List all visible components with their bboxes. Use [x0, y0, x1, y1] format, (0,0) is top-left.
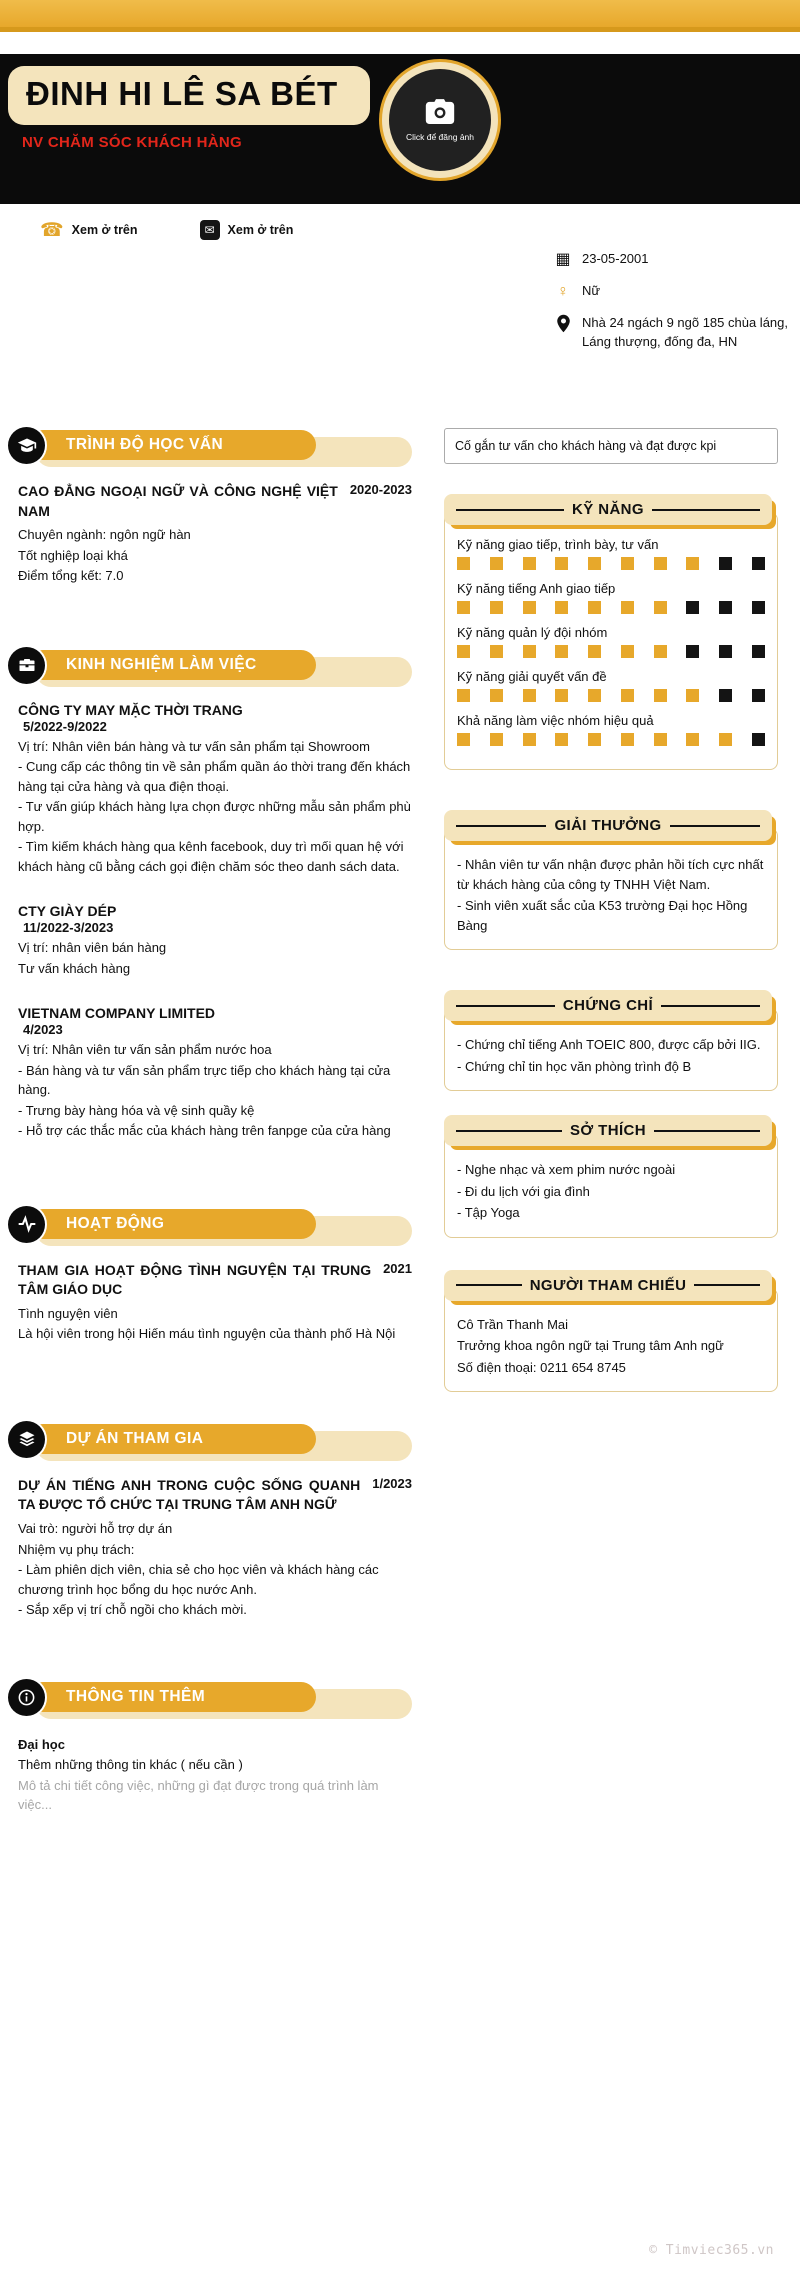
- awards-heading: GIẢI THƯỞNG: [554, 817, 662, 835]
- skill-level-square: [490, 733, 503, 746]
- section-awards: [444, 810, 778, 950]
- skill-level-square: [719, 733, 732, 746]
- skill-level-bar: [457, 733, 765, 746]
- award-item: - Sinh viên xuất sắc của K53 trường Đại học Hồng Bàng: [457, 898, 748, 933]
- education-period: 2020-2023: [349, 482, 412, 497]
- company-name: CÔNG TY MAY MẶC THỜI TRANG: [18, 701, 243, 718]
- skills-box: [444, 512, 778, 770]
- skill-item: Kỹ năng tiếng Anh giao tiếp: [457, 581, 765, 614]
- skill-level-square: [752, 645, 765, 658]
- skill-level-square: [457, 733, 470, 746]
- briefcase-icon: [8, 647, 45, 684]
- job-detail: Tư vấn khách hàng: [18, 960, 131, 976]
- skills-heading: KỸ NĂNG: [572, 501, 644, 519]
- skill-level-square: [686, 645, 699, 658]
- section-activities: [10, 1207, 412, 1344]
- reference-phone: Số điện thoại: 0211 654 8745: [457, 1359, 626, 1375]
- job-detail: - Tư vấn giúp khách hàng lựa chọn được những mẫu sản phẩm phù hợp.: [18, 799, 411, 834]
- references-section-header: [444, 1270, 772, 1301]
- hobbies-section-header: [444, 1115, 772, 1146]
- job-detail: Vị trí: Nhân viên tư vấn sản phẩm nước hoa: [18, 1042, 272, 1058]
- skill-level-square: [621, 733, 634, 746]
- skill-level-square: [555, 601, 568, 614]
- section-projects: [10, 1422, 412, 1620]
- skill-level-square: [654, 557, 667, 570]
- section-experience: [10, 648, 412, 1141]
- hobbies-heading: SỞ THÍCH: [570, 1122, 646, 1140]
- more-info-line: Thêm những thông tin khác ( nếu cần ): [18, 1757, 243, 1773]
- name-box: [8, 66, 370, 125]
- contact-row: [40, 220, 800, 240]
- company-name: VIETNAM COMPANY LIMITED: [18, 1005, 216, 1022]
- dob-row: [553, 250, 791, 269]
- skill-level-square: [588, 557, 601, 570]
- right-column: [444, 428, 778, 1816]
- activity-detail: Là hội viên trong hội Hiến máu tình nguyện của thành phố Hà Nội: [18, 1326, 396, 1342]
- section-references: [444, 1270, 778, 1393]
- references-heading: NGƯỜI THAM CHIẾU: [529, 1276, 687, 1294]
- job-title: NV CHĂM SÓC KHÁCH HÀNG: [22, 133, 242, 151]
- project-period: 1/2023: [372, 1475, 412, 1491]
- more-info-placeholder: Mô tả chi tiết công việc, những gì đạt được trong quá trình làm việc...: [18, 1777, 379, 1813]
- skill-level-bar: [457, 689, 765, 702]
- activity-detail: Tình nguyện viên: [18, 1305, 118, 1321]
- job-detail: Vị trí: nhân viên bán hàng: [18, 940, 167, 956]
- phone-icon: ☎: [40, 219, 64, 241]
- skill-level-square: [490, 557, 503, 570]
- skill-level-square: [752, 689, 765, 702]
- info-icon: [8, 1679, 45, 1716]
- photo-upload-label: Click để đăng ảnh: [405, 132, 475, 142]
- skill-level-square: [654, 645, 667, 658]
- experience-section-header: [10, 648, 412, 688]
- skill-level-square: [490, 689, 503, 702]
- skill-level-square: [719, 557, 732, 570]
- skill-level-square: [654, 733, 667, 746]
- section-certificates: [444, 990, 778, 1091]
- projects-heading: DỰ ÁN THAM GIA: [28, 1424, 316, 1454]
- skill-item: Kỹ năng quản lý đội nhóm: [457, 625, 765, 658]
- phone-value: Xem ở trên: [71, 223, 138, 237]
- skill-level-square: [654, 601, 667, 614]
- skill-level-square: [588, 645, 601, 658]
- personal-info: [553, 250, 791, 352]
- left-column: [10, 428, 412, 1816]
- location-pin-icon: [553, 314, 573, 339]
- address-row: [553, 314, 791, 352]
- gender-value: Nữ: [582, 283, 601, 299]
- skill-level-square: [588, 601, 601, 614]
- skill-level-square: [555, 557, 568, 570]
- email-contact: [200, 220, 294, 240]
- more-info-bold: Đại học: [18, 1736, 65, 1752]
- skill-level-square: [523, 733, 536, 746]
- awards-section-header: [444, 810, 772, 841]
- certificate-item: - Chứng chỉ tin học văn phòng trình độ B: [457, 1058, 692, 1074]
- skill-level-square: [588, 689, 601, 702]
- skill-level-bar: [457, 557, 765, 570]
- references-box: [444, 1288, 778, 1393]
- project-detail: - Làm phiên dịch viên, chia sẻ cho học viên và khách hàng các chương trình học bổng du học nước Anh.: [18, 1562, 379, 1597]
- gender-icon: ♀: [557, 283, 569, 301]
- skill-level-square: [686, 601, 699, 614]
- phone-contact: [40, 221, 138, 240]
- skill-level-square: [719, 689, 732, 702]
- skill-level-square: [621, 557, 634, 570]
- education-detail: Chuyên ngành: ngôn ngữ hàn: [18, 527, 191, 543]
- skill-level-square: [490, 645, 503, 658]
- skill-level-square: [752, 733, 765, 746]
- hobby-item: - Nghe nhạc và xem phim nước ngoài: [457, 1162, 676, 1178]
- hobby-item: - Đi du lịch với gia đình: [457, 1183, 590, 1199]
- skill-level-square: [588, 733, 601, 746]
- job-detail: - Bán hàng và tư vấn sản phẩm trực tiếp cho khách hàng tại cửa hàng.: [18, 1062, 391, 1098]
- main-columns: [0, 428, 800, 1816]
- skill-level-square: [490, 601, 503, 614]
- skill-item: Kỹ năng giải quyết vấn đề: [457, 669, 765, 702]
- job-period: 5/2022-9/2022: [23, 718, 107, 734]
- career-objective: Cố gắn tư vấn cho khách hàng và đạt được kpi: [444, 428, 778, 464]
- more-info-section-header: [10, 1680, 412, 1720]
- skill-level-square: [523, 645, 536, 658]
- watermark: © Timviec365.vn: [649, 2243, 774, 2258]
- project-title: DỰ ÁN TIẾNG ANH TRONG CUỘC SỐNG QUANH TA ĐƯỢC TỔ CHỨC TẠI TRUNG TÂM ANH NGỮ: [18, 1476, 361, 1513]
- photo-upload-button[interactable]: [382, 62, 498, 178]
- section-hobbies: [444, 1115, 778, 1238]
- awards-box: [444, 828, 778, 950]
- graduation-cap-icon: [8, 427, 45, 464]
- section-more-info: [10, 1680, 412, 1815]
- skill-level-square: [719, 601, 732, 614]
- education-detail: Điểm tổng kết: 7.0: [18, 568, 124, 584]
- job-detail: Vị trí: Nhân viên bán hàng và tư vấn sản phẩm tại Showroom: [18, 738, 370, 754]
- camera-icon: [425, 98, 455, 129]
- skill-level-square: [457, 557, 470, 570]
- job-detail: - Tìm kiếm khách hàng qua kênh facebook, duy trì mối quan hệ với khách hàng cũ bằng cách gọi điện chăm sóc theo danh sách data.: [18, 839, 404, 874]
- skill-level-square: [555, 733, 568, 746]
- skill-level-square: [719, 645, 732, 658]
- job-period: 4/2023: [23, 1022, 63, 1038]
- project-detail: - Sắp xếp vị trí chỗ ngồi cho khách mời.: [18, 1602, 247, 1618]
- skill-level-square: [523, 601, 536, 614]
- skill-level-bar: [457, 601, 765, 614]
- experience-heading: KINH NGHIỆM LÀM VIỆC: [28, 650, 316, 680]
- certificates-section-header: [444, 990, 772, 1021]
- job-detail: - Cung cấp các thông tin về sản phẩm quần áo thời trang đến khách hàng tại cửa hàng và qua điện thoại.: [18, 759, 411, 794]
- address-value: Nhà 24 ngách 9 ngõ 185 chùa láng, Láng thượng, đống đa, HN: [582, 315, 789, 350]
- skill-level-square: [686, 557, 699, 570]
- skill-level-square: [457, 689, 470, 702]
- skill-level-square: [555, 645, 568, 658]
- projects-section-header: [10, 1422, 412, 1462]
- education-detail: Tốt nghiệp loại khá: [18, 547, 128, 563]
- skill-level-square: [621, 689, 634, 702]
- hobbies-box: [444, 1133, 778, 1238]
- layers-icon: [8, 1421, 45, 1458]
- skill-level-square: [457, 601, 470, 614]
- header: [0, 54, 800, 204]
- skill-level-bar: [457, 645, 765, 658]
- job-detail: - Trưng bày hàng hóa và vệ sinh quầy kệ: [18, 1102, 255, 1118]
- pulse-icon: [8, 1206, 45, 1243]
- activity-period: 2021: [383, 1260, 412, 1276]
- section-education: [10, 428, 412, 586]
- skill-level-square: [621, 645, 634, 658]
- section-skills: [444, 494, 778, 770]
- job-entry: [18, 1005, 412, 1141]
- certificates-heading: CHỨNG CHỈ: [562, 997, 654, 1015]
- job-entry: [18, 702, 412, 877]
- skill-level-square: [523, 557, 536, 570]
- activities-heading: HOẠT ĐỘNG: [28, 1209, 316, 1239]
- skills-section-header: [444, 494, 772, 525]
- school-name: CAO ĐẲNG NGOẠI NGỮ VÀ CÔNG NGHỆ VIỆT NAM: [18, 483, 338, 519]
- project-detail: Nhiệm vụ phụ trách:: [18, 1541, 135, 1557]
- reference-name: Cô Trần Thanh Mai: [457, 1316, 569, 1332]
- email-icon: ✉: [200, 220, 220, 240]
- skill-level-square: [686, 689, 699, 702]
- skill-level-square: [752, 601, 765, 614]
- skill-item: Khả năng làm việc nhóm hiệu quả: [457, 713, 765, 746]
- skill-level-square: [752, 557, 765, 570]
- reference-role: Trưởng khoa ngôn ngữ tại Trung tâm Anh ngữ: [457, 1338, 724, 1354]
- skill-level-square: [555, 689, 568, 702]
- skill-item: Kỹ năng giao tiếp, trình bày, tư vấn: [457, 537, 765, 570]
- job-detail: - Hỗ trợ các thắc mắc của khách hàng trên fanpge của cửa hàng: [18, 1123, 391, 1139]
- email-value: Xem ở trên: [227, 223, 294, 237]
- skill-level-square: [686, 733, 699, 746]
- skill-level-square: [654, 689, 667, 702]
- activities-section-header: [10, 1207, 412, 1247]
- activity-title: THAM GIA HOẠT ĐỘNG TÌNH NGUYỆN TẠI TRUNG TÂM GIÁO DỤC: [18, 1261, 372, 1298]
- education-heading: TRÌNH ĐỘ HỌC VẤN: [28, 430, 316, 460]
- award-item: - Nhân viên tư vấn nhận được phản hồi tích cực nhất từ khách hàng của công ty TNHH Việt Nam.: [457, 857, 764, 892]
- dob-value: 23-05-2001: [582, 251, 649, 266]
- job-entry: [18, 903, 412, 978]
- candidate-name: ĐINH HI LÊ SA BÉT: [26, 75, 338, 112]
- company-name: CTY GIÀY DÉP: [18, 903, 117, 920]
- education-section-header: [10, 428, 412, 468]
- top-accent-bar: [0, 0, 800, 32]
- calendar-icon: ▦: [555, 251, 571, 268]
- skill-level-square: [621, 601, 634, 614]
- skill-level-square: [457, 645, 470, 658]
- gender-row: [553, 282, 791, 301]
- hobby-item: - Tập Yoga: [457, 1205, 520, 1221]
- more-info-heading: THÔNG TIN THÊM: [28, 1682, 316, 1712]
- project-detail: Vai trò: người hỗ trợ dự án: [18, 1521, 173, 1537]
- certificate-item: - Chứng chỉ tiếng Anh TOEIC 800, được cấp bởi IIG.: [457, 1037, 761, 1053]
- job-period: 11/2022-3/2023: [23, 920, 114, 936]
- skill-level-square: [523, 689, 536, 702]
